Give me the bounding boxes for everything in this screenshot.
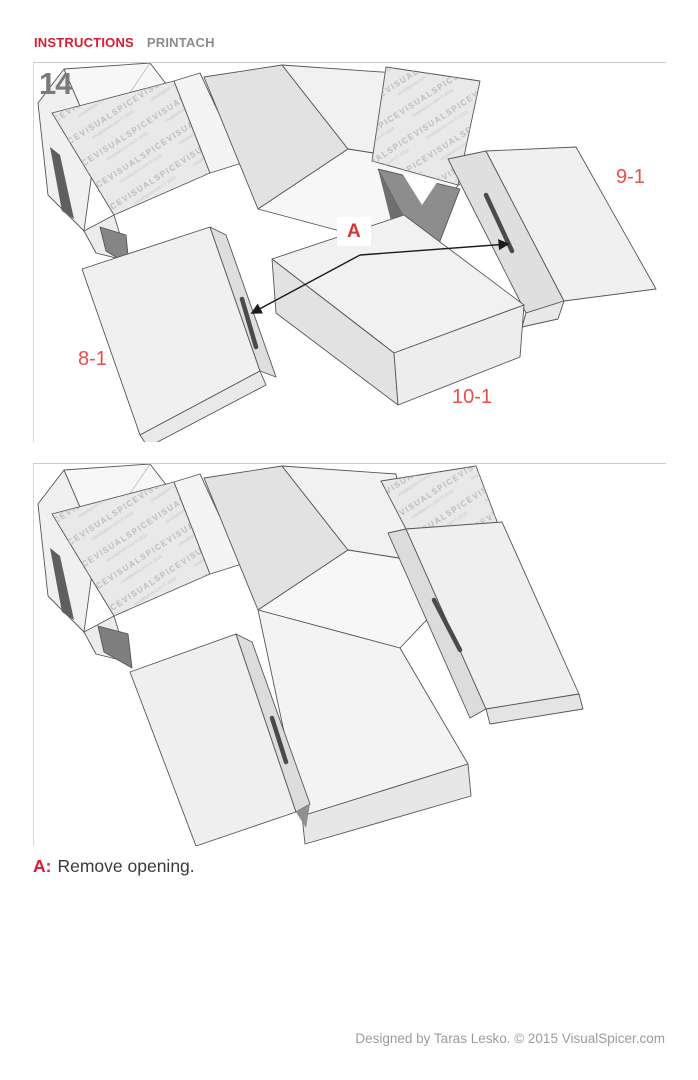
piece-label-8-1: 8-1 bbox=[78, 348, 107, 370]
figure-2-panel bbox=[33, 463, 666, 846]
piece-10-1 bbox=[272, 215, 524, 408]
callout-marker-a: A bbox=[337, 217, 371, 246]
header-title: INSTRUCTIONS bbox=[34, 35, 134, 50]
shadow-fold bbox=[98, 626, 132, 668]
assembled-model bbox=[38, 464, 583, 846]
footer-credit: Designed by Taras Lesko. © 2015 VisualSpicer.com bbox=[355, 1031, 665, 1046]
piece-8-1 bbox=[82, 227, 276, 442]
note-text: Remove opening. bbox=[57, 856, 195, 876]
figure-1-panel bbox=[33, 62, 666, 442]
step-number: 14 bbox=[39, 66, 72, 101]
note-marker: A: bbox=[33, 856, 52, 876]
figure-1-illustration bbox=[34, 63, 666, 442]
header-subtitle: PRINTACH bbox=[146, 35, 215, 50]
instruction-note bbox=[33, 856, 195, 877]
figure-2-illustration bbox=[34, 464, 666, 846]
piece-label-9-1: 9-1 bbox=[616, 166, 645, 188]
piece-label-10-1: 10-1 bbox=[452, 386, 493, 408]
page-header bbox=[34, 35, 215, 50]
